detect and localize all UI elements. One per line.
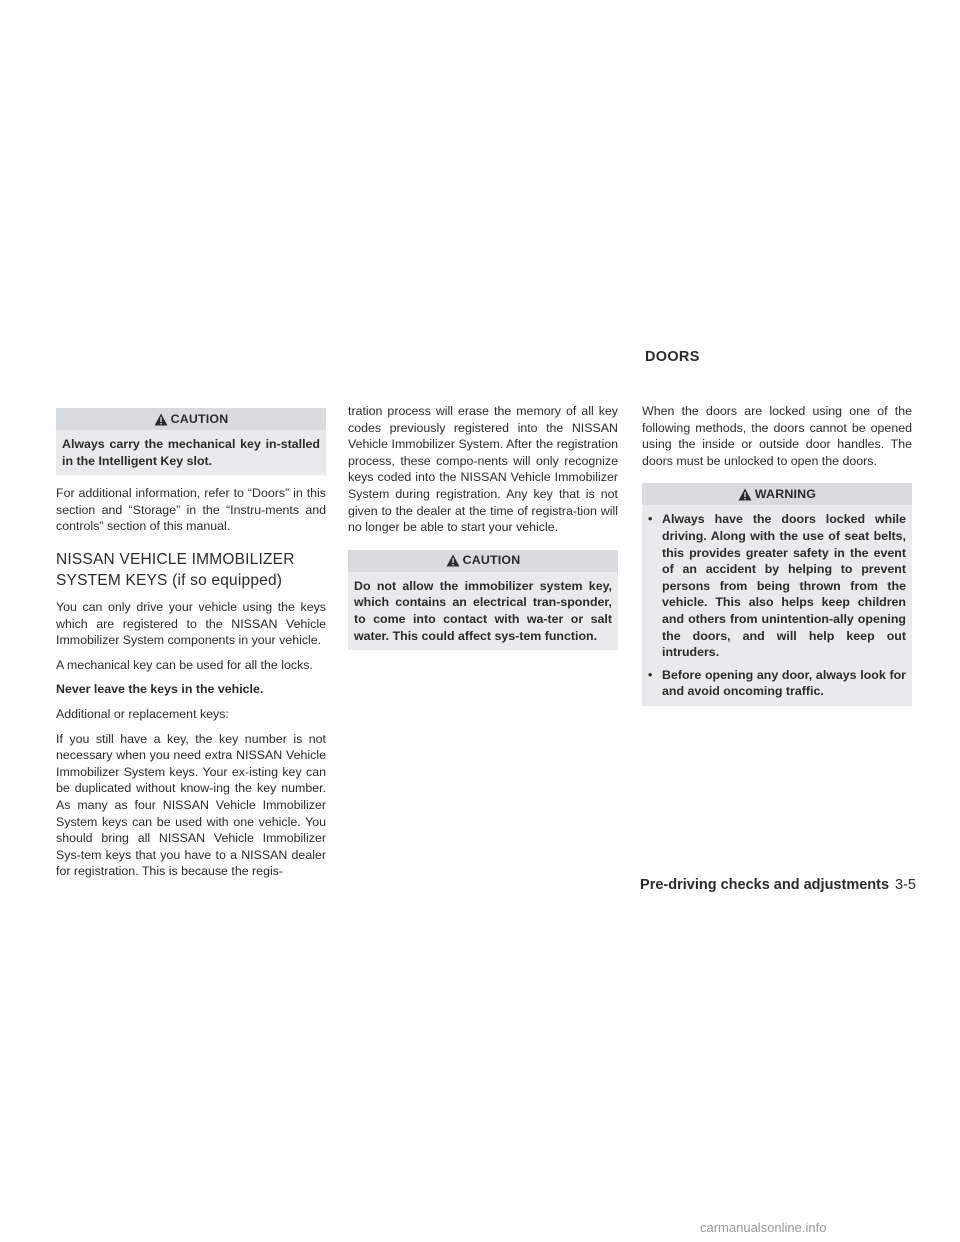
caution-box-key: [56, 408, 326, 475]
warning-label: WARNING: [754, 487, 817, 502]
warning-bullet-text-1: Always have the doors locked while driving. Along with the use of seat belts, this provides greater safety in the event of an accident by helping to prevent persons from being thrown from the vehicle. This also helps keep children and others from unintention-ally opening the doors, and will help keep out intruders.: [662, 512, 906, 660]
warning-box-doors: [642, 483, 912, 706]
bullet-dot: •: [648, 512, 653, 527]
caution-label: CAUTION: [170, 411, 229, 426]
bullet-dot: •: [648, 667, 653, 682]
paragraph-never-leave-keys: Never leave the keys in the vehicle.: [56, 682, 264, 697]
caution-box-water: [348, 550, 618, 650]
paragraph-mechanical-key: A mechanical key can be used for all the locks.: [56, 657, 313, 672]
caution-header: [348, 550, 618, 572]
caution-text: Always carry the mechanical key in-stalled in the Intelligent Key slot.: [56, 430, 326, 475]
paragraph-doors-locked: When the doors are locked using one of the following methods, the doors cannot be opened using the inside or outside door handles. The doors must be unlocked to open the doors.: [642, 404, 912, 468]
footer-section-title: Pre-driving checks and adjustments: [640, 877, 890, 893]
column-3: [642, 403, 912, 716]
warning-body: [642, 505, 912, 706]
warning-bullet-text-2: Before opening any door, always look for and avoid oncoming traffic.: [662, 667, 906, 699]
warning-triangle-icon: [154, 413, 168, 426]
warning-bullet: [648, 511, 906, 660]
paragraph-additional-keys: Additional or replacement keys:: [56, 706, 229, 721]
page-number: 3-5: [895, 877, 916, 893]
paragraph-drive-keys: You can only drive your vehicle using the keys which are registered to the NISSAN Vehicle Immobilizer System components in your vehicle.: [56, 599, 326, 648]
paragraph-additional-info: For additional information, refer to “Doors” in this section and “Storage” in the “Instru-ments and controls” section of this manual.: [56, 486, 326, 534]
watermark: carmanualsonline.info: [700, 1220, 827, 1235]
caution-label: CAUTION: [462, 553, 521, 568]
warning-triangle-icon: [446, 554, 460, 567]
page-footer: [620, 877, 916, 893]
section-title-doors: DOORS: [645, 349, 700, 365]
warning-bullet: [648, 667, 906, 700]
section-heading-immobilizer: [56, 549, 326, 591]
column-1: [56, 406, 326, 888]
paragraph-registration: tration process will erase the memory of all key codes previously registered into the NISSAN Vehicle Immobilizer System. After the registration process, these compo-nents will only recognize keys coded into the NISSAN Vehicle Immobilizer System during registration. Any key that is not given to the dealer at the time of registra-tion will no longer be able to start your vehicle.: [348, 404, 618, 535]
caution-text: Do not allow the immobilizer system key, which contains an electrical tran-sponder, to come into contact with wa-ter or salt water. This could affect sys-tem function.: [348, 572, 618, 650]
warning-triangle-icon: [738, 488, 752, 501]
warning-header: [642, 483, 912, 505]
caution-header: [56, 408, 326, 430]
column-2: [348, 403, 618, 660]
paragraph-key-number: If you still have a key, the key number is not necessary when you need extra NISSAN Vehicle Immobilizer System keys. Your ex-isting key can be duplicated without know-ing the key number. As many as four NISSAN Vehicle Immobilizer System keys can be used with one vehicle. You should bring all NISSAN Vehicle Immobilizer Sys-tem keys that you have to a NISSAN dealer for registration. This is because the regis-: [56, 731, 326, 879]
heading-line-2: SYSTEM KEYS (if so equipped): [56, 571, 283, 589]
heading-line-1: NISSAN VEHICLE IMMOBILIZER: [56, 550, 295, 568]
